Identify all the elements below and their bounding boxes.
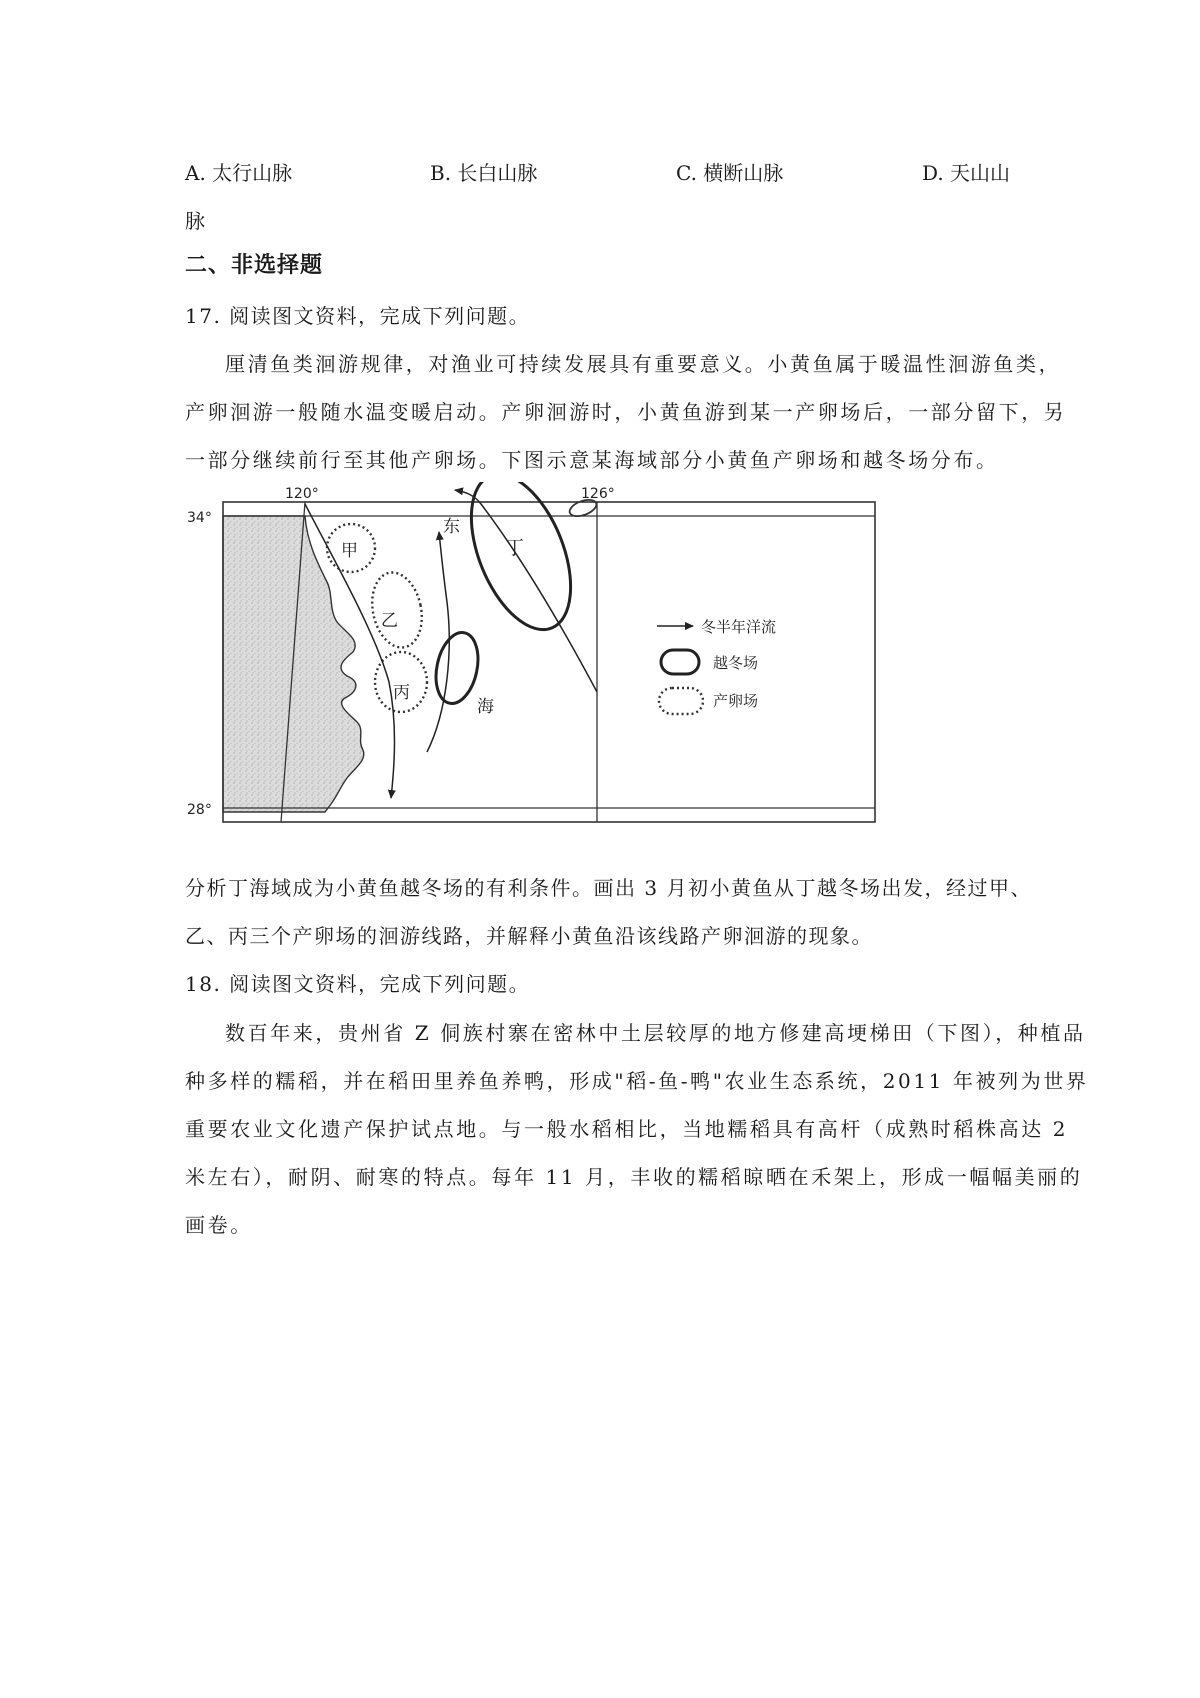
lon-label-120: 120° <box>285 486 319 502</box>
current-northwest-south <box>455 490 597 692</box>
q18-para-line-1: 数百年来，贵州省 Z 侗族村寨在密林中土层较厚的地方修建高埂梯田（下图），种植品 <box>225 1021 1086 1045</box>
option-a: A. 太行山脉 <box>185 161 293 185</box>
q17-para-line-1: 厘清鱼类洄游规律，对渔业可持续发展具有重要意义。小黄鱼属于暖温性洄游鱼类， <box>225 352 1062 376</box>
q17-stem: 17. 阅读图文资料，完成下列问题。 <box>185 304 531 328</box>
lon-label-126: 126° <box>581 486 615 502</box>
label-yi: 乙 <box>381 611 398 631</box>
q18-para-line-3: 重要农业文化遗产保护试点地。与一般水稻相比，当地糯稻具有高杆（成熟时稻株高达 2 <box>185 1117 1069 1141</box>
label-dong: 东 <box>443 517 460 537</box>
section-title: 二、非选择题 <box>185 253 324 278</box>
option-d: D. 天山山 <box>922 161 1011 185</box>
legend-wintering-label: 越冬场 <box>713 654 759 672</box>
q18-stem: 18. 阅读图文资料，完成下列问题。 <box>185 972 531 996</box>
q18-para-line-4: 米左右），耐阴、耐寒的特点。每年 11 月，丰收的糯稻晾晒在禾架上，形成一幅幅美丽的 <box>185 1165 1083 1189</box>
wintering-ground-south <box>430 629 484 708</box>
label-hai: 海 <box>477 697 494 717</box>
q18-para-line-2: 种多样的糯稻，并在稻田里养鱼养鸭，形成"稻-鱼-鸭"农业生态系统，2011 年被列为世界 <box>185 1069 1089 1093</box>
spawning-ground-yi <box>366 568 429 652</box>
map-legend <box>657 618 776 714</box>
label-bing: 丙 <box>393 683 410 703</box>
lat-label-34: 34° <box>187 510 212 526</box>
q17-question-line-2: 乙、丙三个产卵场的洄游线路，并解释小黄鱼沿该线路产卵洄游的现象。 <box>185 924 873 948</box>
option-b: B. 长白山脉 <box>430 161 538 185</box>
label-ding: 丁 <box>505 537 525 559</box>
fish-migration-map <box>185 482 885 842</box>
q17-question-line-1: 分析丁海域成为小黄鱼越冬场的有利条件。画出 3 月初小黄鱼从丁越冬场出发，经过甲、 <box>185 876 1032 900</box>
option-c: C. 横断山脉 <box>676 161 784 185</box>
q18-para-line-5: 画卷。 <box>185 1213 253 1237</box>
legend-spawning-label: 产卵场 <box>713 692 759 710</box>
q17-para-line-2: 产卵洄游一般随水温变暖启动。产卵洄游时，小黄鱼游到某一产卵场后，一部分留下，另 <box>185 400 1067 424</box>
legend-current-label: 冬半年洋流 <box>701 618 777 636</box>
lat-label-28: 28° <box>187 802 212 818</box>
label-jia: 甲 <box>341 541 358 561</box>
option-d-wrap: 脉 <box>185 209 205 233</box>
wintering-ground-ding <box>451 482 590 644</box>
q17-para-line-3: 一部分继续前行至其他产卵场。下图示意某海域部分小黄鱼产卵场和越冬场分布。 <box>185 448 999 472</box>
